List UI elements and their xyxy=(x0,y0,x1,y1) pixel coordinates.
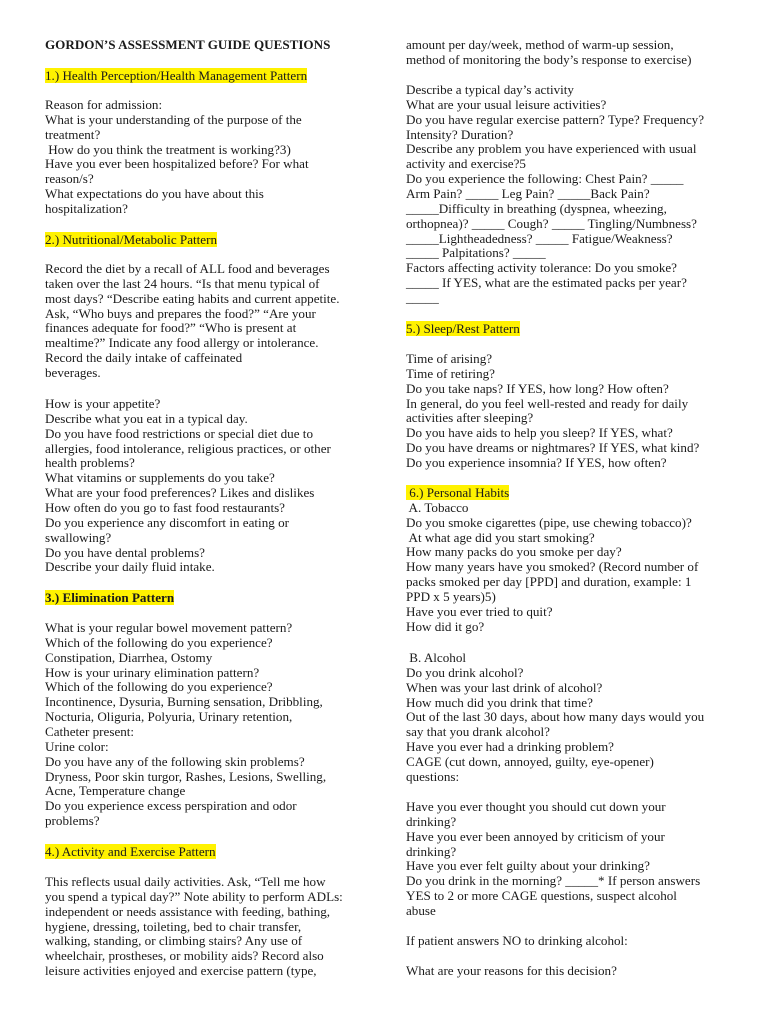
text-line: In general, do you feel well-rested and ready for daily xyxy=(406,395,689,411)
text-line: Do you experience insomnia? If YES, how often? xyxy=(406,454,667,470)
text-line: Do you have dreams or nightmares? If YES, what kind? xyxy=(406,440,700,456)
text-line: mealtime?” Indicate any food allergy or intolerance. xyxy=(45,335,319,351)
text-line: What are your reasons for this decision? xyxy=(406,963,617,978)
text-line: Urine color: xyxy=(45,738,109,754)
text-line: Record the daily intake of caffeinated xyxy=(45,350,243,366)
text-line: How did it go? xyxy=(406,618,485,634)
text-line: CAGE (cut down, annoyed, guilty, eye-opener) xyxy=(406,753,654,769)
text-line: Have you ever been hospitalized before? For what xyxy=(45,156,309,172)
text-line: Do you drink alcohol? xyxy=(406,664,524,680)
text-line: Have you ever tried to quit? xyxy=(406,603,553,619)
text-line: Which of the following do you experience? xyxy=(45,679,273,695)
text-line: treatment? xyxy=(45,126,101,142)
text-line: say that you drank alcohol? xyxy=(406,724,550,740)
text-line: _____ xyxy=(406,289,439,305)
text-line: you spend a typical day?” Note ability to perform ADLs: xyxy=(45,888,343,904)
text-line: How much did you drink that time? xyxy=(406,694,593,710)
text-line: Record the diet by a recall of ALL food and beverages xyxy=(45,261,330,276)
text-line: amount per day/week, method of warm-up session, xyxy=(406,37,674,52)
text-line: Have you ever thought you should cut down your xyxy=(406,799,666,814)
text-line: This reflects usual daily activities. Ask, “Tell me how xyxy=(45,874,326,889)
text-line: Do you have any of the following skin problems? xyxy=(45,753,305,769)
text-line: Do you take naps? If YES, how long? How often? xyxy=(406,380,669,396)
text-line: Have you ever been annoyed by criticism of your xyxy=(406,828,665,844)
text-line: Describe your daily fluid intake. xyxy=(45,559,215,575)
text-line: taken over the last 24 hours. “Is that menu typical of xyxy=(45,275,320,291)
text-line: swallowing? xyxy=(45,529,112,545)
text-line: _____ Palpitations? _____ xyxy=(406,245,546,261)
text-line: How do you think the treatment is working?3) xyxy=(45,141,291,157)
text-line: Describe a typical day’s activity xyxy=(406,82,574,97)
text-line: Do you have aids to help you sleep? If YES, what? xyxy=(406,425,673,441)
text-line: YES to 2 or more CAGE questions, suspect alcohol xyxy=(406,888,677,904)
text-line: most days? “Describe eating habits and current appetite. xyxy=(45,290,340,306)
text-line: How is your urinary elimination pattern? xyxy=(45,664,260,680)
text-line: Do you experience any discomfort in eating or xyxy=(45,514,289,530)
document-title: GORDON’S ASSESSMENT GUIDE QUESTIONS xyxy=(45,37,331,52)
text-line: Which of the following do you experience? xyxy=(45,634,273,650)
text-line: health problems? xyxy=(45,455,135,471)
text-line: A. Tobacco xyxy=(406,499,469,515)
text-line: Describe what you eat in a typical day. xyxy=(45,410,248,426)
text-line: activities after sleeping? xyxy=(406,410,534,426)
text-line: allergies, food intolerance, religious practices, or other xyxy=(45,440,331,456)
text-line: abuse xyxy=(406,902,436,918)
text-line: Factors affecting activity tolerance: Do you smoke? xyxy=(406,260,677,276)
text-line: Describe any problem you have experienced with usual xyxy=(406,141,697,157)
text-line: hygiene, dressing, toileting, bed to chair transfer, xyxy=(45,918,302,934)
section-heading: 6.) Personal Habits xyxy=(406,485,510,500)
text-line: Catheter present: xyxy=(45,723,135,739)
text-line: Intensity? Duration? xyxy=(406,126,514,142)
section-heading: 5.) Sleep/Rest Pattern xyxy=(406,321,520,336)
text-line: orthopnea)? _____ Cough? _____ Tingling/Numbness? xyxy=(406,215,697,231)
text-line: Time of retiring? xyxy=(406,365,495,381)
text-line: Do you experience the following: Chest Pain? _____ xyxy=(406,171,684,187)
text-line: walking, standing, or climbing stairs? Any use of xyxy=(45,933,303,949)
text-line: How often do you go to fast food restaurants? xyxy=(45,499,285,515)
text-line: Have you ever felt guilty about your drinking? xyxy=(406,858,650,874)
text-line: How many years have you smoked? (Record number of xyxy=(406,559,699,575)
text-line: PPD x 5 years)5) xyxy=(406,588,496,604)
text-line: Do you have dental problems? xyxy=(45,544,205,560)
text-line: _____Lightheadedness? _____ Fatigue/Weakness? xyxy=(406,230,673,246)
text-line: Have you ever had a drinking problem? xyxy=(406,739,614,755)
text-line: Do you drink in the morning? _____* If person answers xyxy=(406,873,701,889)
text-line: _____Difficulty in breathing (dyspnea, wheezing, xyxy=(406,200,667,216)
text-line: drinking? xyxy=(406,813,457,829)
text-line: How is your appetite? xyxy=(45,396,161,411)
text-line: How many packs do you smoke per day? xyxy=(406,544,622,560)
text-line: Reason for admission: xyxy=(45,97,163,112)
text-line: Do you experience excess perspiration and odor xyxy=(45,798,297,814)
text-line: What are your food preferences? Likes and dislikes xyxy=(45,485,315,501)
text-line: Ask, “Who buys and prepares the food?” “Are your xyxy=(45,305,316,321)
text-line: wheelchair, prostheses, or mobility aids? Record also xyxy=(45,948,324,964)
text-line: Dryness, Poor skin turgor, Rashes, Lesions, Swelling, xyxy=(45,768,327,784)
text-line: Constipation, Diarrhea, Ostomy xyxy=(45,649,213,665)
text-line: When was your last drink of alcohol? xyxy=(406,679,603,695)
text-line: Acne, Temperature change xyxy=(45,783,186,799)
text-line: drinking? xyxy=(406,843,457,859)
text-line: Do you smoke cigarettes (pipe, use chewing tobacco)? xyxy=(406,514,692,530)
section-heading: 4.) Activity and Exercise Pattern xyxy=(45,844,216,859)
text-line: _____ If YES, what are the estimated packs per year? xyxy=(406,275,687,291)
text-line: Nocturia, Oliguria, Polyuria, Urinary retention, xyxy=(45,709,293,725)
text-line: questions: xyxy=(406,768,460,784)
text-line: hospitalization? xyxy=(45,200,128,216)
text-line: What is your regular bowel movement pattern? xyxy=(45,620,293,635)
section-heading: 2.) Nutritional/Metabolic Pattern xyxy=(45,232,217,247)
text-line: At what age did you start smoking? xyxy=(406,529,595,545)
section-heading: 3.) Elimination Pattern xyxy=(45,590,175,605)
text-line: reason/s? xyxy=(45,171,94,187)
text-line: B. Alcohol xyxy=(406,650,467,665)
text-line: independent or needs assistance with feeding, bathing, xyxy=(45,903,331,919)
text-line: Do you have regular exercise pattern? Type? Frequency? xyxy=(406,111,705,127)
text-line: Do you have food restrictions or special diet due to xyxy=(45,425,313,441)
text-line: method of monitoring the body’s response to exercise) xyxy=(406,51,692,67)
text-line: What is your understanding of the purpose of the xyxy=(45,111,302,127)
text-line: activity and exercise?5 xyxy=(406,156,526,172)
text-line: Arm Pain? _____ Leg Pain? _____Back Pain? xyxy=(406,185,650,201)
text-line: If patient answers NO to drinking alcohol: xyxy=(406,933,628,948)
text-line: packs smoked per day [PPD] and duration, example: 1 xyxy=(406,574,692,590)
text-line: leisure activities enjoyed and exercise pattern (type, xyxy=(45,963,317,979)
text-line: Time of arising? xyxy=(406,351,493,366)
text-line: Incontinence, Dysuria, Burning sensation, Dribbling, xyxy=(45,694,323,710)
text-line: beverages. xyxy=(45,364,101,380)
text-line: Out of the last 30 days, about how many days would you xyxy=(406,709,705,725)
text-line: finances adequate for food?” “Who is present at xyxy=(45,320,297,336)
text-line: What are your usual leisure activities? xyxy=(406,96,607,112)
text-line: What expectations do you have about this xyxy=(45,186,264,202)
text-line: problems? xyxy=(45,813,100,829)
section-heading: 1.) Health Perception/Health Management Pattern xyxy=(45,68,308,83)
text-line: What vitamins or supplements do you take? xyxy=(45,470,275,486)
